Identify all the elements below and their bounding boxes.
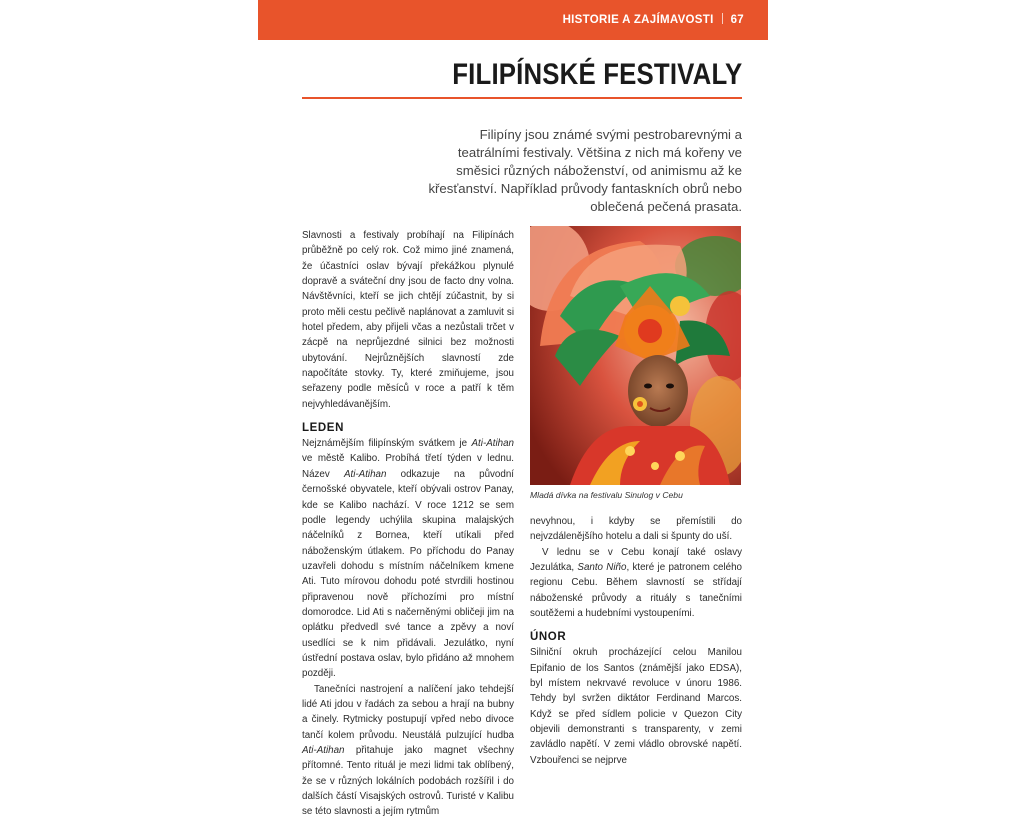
header-divider (722, 13, 723, 24)
text-run: Nejznámějším filipínským svátkem je (302, 438, 472, 450)
festival-image (530, 226, 741, 485)
book-page (258, 0, 768, 818)
left-column (302, 228, 514, 820)
leden-paragraph-2-cont: nevyhnou, i kdyby se přemístili do nejvzdálenějšího hotelu a dali si špunty do uší. (530, 516, 742, 543)
text-run: V lednu se v Cebu konají také oslavy Jezulátka, (530, 546, 742, 574)
text-run: Tanečníci nastrojení a nalíčení jako tehdejší lidé Ati jdou v řadách za sebou a hrají na bubny a činely. Rytmicky postupují vpřed nebo divoce tančí kolem průvodu. Neustálá pulzující hudba (302, 683, 514, 741)
text-run: odkazuje na původní černošské obyvatele, kteří obývali ostrov Panay, kde se Kalibo nachází. V roce 1212 se sem podle legendy uchýlila skupina malajských náčelníků z Bornea, kteří utíkali před náboženským útlakem. Po příchodu do Panay uzavřeli dohodu s místním náčelníkem kmene Ati. Tuto mírovou dohodu poté stvrdili hostinou připravenou nově příchozími pro místní domorodce. Lid Ati s načerněnými obličeji jim na oplátku předvedl své tance a zpěvy a noví usedlíci se k nim přidávali. Jezulátko, nyní ústřední postava oslav, bylo přidáno až mnohem později. (302, 468, 514, 680)
unor-paragraph-1: Silniční okruh procházející celou Manilou Epifanio de los Santos (známější jako EDSA), byl místem nekrvavé revoluce v únoru 1986. Tehdy byl svržen diktátor Ferdinand Marcos. Když se před sídlem policie v Quezon City objevili demonstranti s transparenty, v zemi zavládlo napětí. V zemi vládlo obrovské napětí. Vzbouřenci se nejprve (530, 647, 742, 766)
lead-paragraph: Filipíny jsou známé svými pestrobarevnými a teatrálními festivaly. Většina z nich má kořeny ve směsici různých náboženství, od animismu až ke křesťanství. Například průvody fantaskních obrů nebo oblečená pečená prasata. (428, 127, 742, 214)
italic-term: Ati-Atihan (343, 468, 387, 480)
title-rule (302, 97, 742, 99)
page-number: 67 (730, 14, 744, 26)
text-run: ve městě Kalibo. Probíhá třetí týden v lednu. Název (302, 453, 514, 480)
photo-caption: Mladá dívka na festivalu Sinulog v Cebu (530, 490, 683, 500)
heading-unor: ÚNOR (530, 631, 567, 644)
running-head (563, 13, 744, 26)
italic-term: Ati-Atihan (302, 745, 345, 756)
text-run: , které je patronem celého regionu Cebu. Během slavností se střídají náboženské průvody a rituály s tanečními soutěžemi a hudebními vystoupeními. (530, 562, 742, 620)
leden-paragraph-3 (530, 545, 742, 622)
page-title: FILIPÍNSKÉ FESTIVALY (451, 58, 742, 91)
leden-paragraph-1 (302, 436, 514, 682)
section-title: HISTORIE A ZAJÍMAVOSTI (562, 14, 714, 26)
right-column (530, 514, 742, 768)
header-bar (258, 0, 768, 40)
italic-term: Santo Niño (577, 562, 627, 574)
festival-photo (530, 226, 741, 485)
heading-leden: LEDEN (302, 422, 344, 435)
intro-paragraph: Slavnosti a festivaly probíhají na Filipínách průběžně po celý rok. Což mimo jiné znamená, že účastníci oslav bývají překážkou plynulé dopravě a sváteční dny jsou de facto dny volna. Návštěvníci, kteří se jich chtějí zúčastnit, by si proto měli cestu pečlivě naplánovat a zamluvit si hotel předem, aby přijeli včas a nezůstali trčet v zácpě na neprůjezdné silnici bez možnosti ubytování. Nejrůznějších slavností zde napočítáte stovky. Ty, které zmiňujeme, jsou seřazeny podle měsíců v roce a patří k těm nejvyhledávanějším. (302, 230, 514, 410)
text-run: přitahuje jako magnet všechny přítomné. Tento rituál je mezi lidmi tak oblíbený, že se v různých lokálních podobách rozšířil i do dalších částí Visajských ostrovů. Turisté v Kalibu se této slavnosti a jejím rytmům (302, 745, 514, 818)
italic-term: Ati-Atihan (471, 438, 514, 450)
leden-paragraph-2 (302, 682, 514, 820)
